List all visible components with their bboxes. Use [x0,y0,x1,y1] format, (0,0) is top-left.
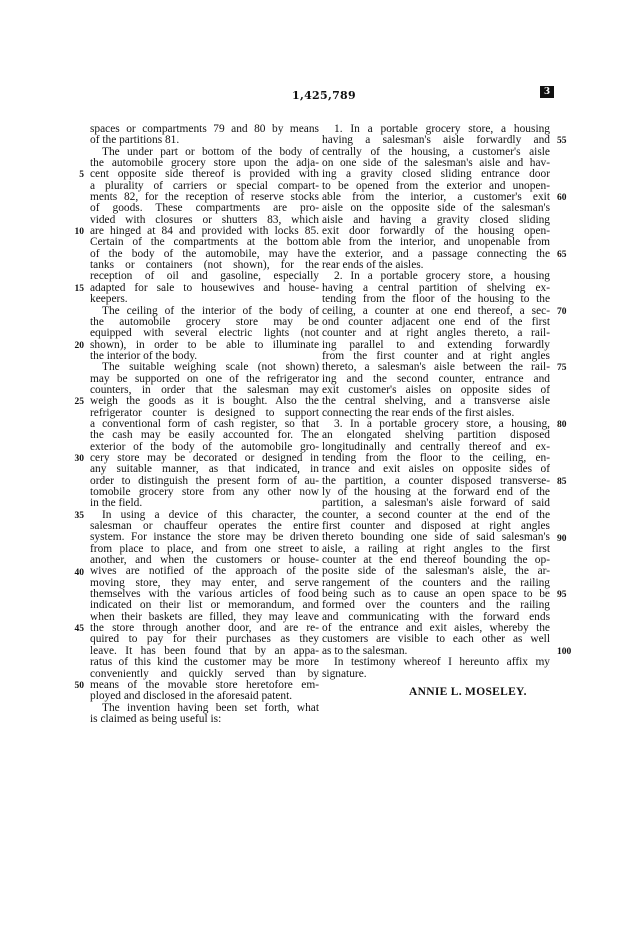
text-line: conveniently and quickly served than by [90,668,319,680]
text-line: of the partitions 81. [90,135,180,147]
text-line: rear ends of the aisles. [322,260,424,272]
text-line: another, and when the customers or house- [90,555,319,567]
text-line: a conventional form of cash register, so that [90,418,319,430]
text-line: counter, a second counter at the end of the [322,509,550,521]
text-line: when their baskets are filled, they may leave [90,611,319,623]
sheet-marker: 3 [540,86,554,98]
text-line: keepers. [90,294,128,306]
margin-line-number: 95 [557,590,567,601]
margin-line-number: 75 [557,363,567,374]
text-line: 1. In a portable grocery store, a housing [334,124,550,135]
text-line: 3. In a portable grocery store, a housing, [334,418,550,430]
text-line: The ceiling of the interior of the body of [102,305,319,317]
margin-line-number: 90 [557,533,567,544]
text-line: exit customer's aisles on opposite sides of [322,384,550,396]
text-line: the automobile grocery store may be [90,316,319,328]
text-line: ing a gravity closed sliding entrance door [322,169,550,181]
text-line: to be opened from the exterior and unopen- [322,180,550,192]
text-line: 2. In a portable grocery store, a housing [334,271,550,283]
text-line: an elongated shelving partition disposed [322,430,550,442]
text-line: ments 82, for the reception of reserve stocks [90,192,319,204]
text-line: weigh the goods as it is bought. Also the [90,396,319,408]
text-line: The suitable weighing scale (not shown) [102,362,319,374]
text-line: the cash may be easily accounted for. The [90,430,319,442]
text-line: leave. It has been found that by an appa- [90,645,319,657]
text-line: wives are notified of the approach of the [90,566,319,578]
text-line: thereto bounding one side of said salesman's [322,532,550,544]
text-line: from the first counter and at right angles [322,350,550,362]
text-line: In using a device of this character, the [102,509,319,521]
text-line: cent opposite side thereof is provided with [90,169,319,181]
text-line: posite side of the salesman's aisle, the ar- [322,566,550,578]
text-line: is claimed as being useful is: [90,713,222,725]
text-line: having a central partition of shelving ex- [322,282,550,294]
margin-line-number: 100 [557,647,572,658]
text-line: connecting the rear ends of the first aisles. [322,407,515,419]
text-line: exterior of the body of the automobile gro- [90,441,319,453]
text-line: refrigerator counter is designed to support [90,407,319,419]
text-line: on one side of the salesman's aisle and hav- [322,158,550,170]
right-text-column [322,124,550,680]
margin-line-number: 5 [79,170,84,181]
margin-line-number: 65 [557,249,567,260]
text-line: and communicating with the forward ends [322,611,550,623]
text-line: a plurality of carriers or special compart- [90,180,319,192]
signature: ANNIE L. MOSELEY. [409,686,527,698]
text-line: In testimony whereof I hereunto affix my [334,657,550,669]
margin-line-number: 80 [557,420,567,431]
margin-line-number: 40 [74,567,84,578]
text-line: cery store may be decorated or designed in [90,452,319,464]
text-line: ployed and disclosed in the aforesaid patent. [90,691,293,703]
text-line: counter at the end thereof bounding the op- [322,555,550,567]
text-line: aisle, a railing at right angles to the first [322,543,550,555]
margin-line-number: 70 [557,306,567,317]
text-line: tending from the floor of the housing to the [322,294,550,306]
text-line: exit door forwardly of the housing open- [322,226,550,238]
text-line: trance and exit aisles on opposite sides of [322,464,550,476]
text-line: ond counter adjacent one end of the first [322,316,550,328]
text-line: customers are visible to each other as well [322,634,550,646]
text-line: reception of oil and gasoline, especially [90,271,319,283]
text-line: the exterior, and a passage connecting the [322,248,550,260]
text-line: counters, in order that the salesman may [90,384,319,396]
text-line: means of the movable store heretofore em- [90,679,319,691]
text-line: centrally of the housing, a customer's aisle [322,146,550,158]
text-line: longitudinally and centrally thereof and ex- [322,441,550,453]
text-line: from place to place, and from one street to [90,543,319,555]
margin-line-number: 15 [74,283,84,294]
text-line: quired to pay for their purchases as they [90,634,319,646]
text-line: may be supported on one of the refrigerator [90,373,319,385]
text-line: The under part or bottom of the body of [102,146,319,158]
text-line: spaces or compartments 79 and 80 by means [90,124,319,135]
text-line: themselves with the various articles of food [90,589,319,601]
text-line: vided with closures or shutters 83, which [90,214,319,226]
patent-number: 1,425,789 [292,89,356,102]
text-line: tending from the floor to the ceiling, en- [322,452,550,464]
margin-line-number: 85 [557,476,567,487]
text-line: able from the interior, a customer's exit [322,192,550,204]
margin-line-number: 25 [74,397,84,408]
left-text-column [90,124,319,725]
text-line: moving store, they may enter, and serve [90,577,319,589]
text-line: of the body of the automobile, may have [90,248,319,260]
margin-line-number: 10 [74,227,84,238]
text-line: thereto, a salesman's aisle between the rail- [322,362,550,374]
text-line: in the field. [90,498,143,510]
text-line: ceiling, a counter at one end thereof, a sec- [322,305,550,317]
text-line: tomobile grocery store from any other now [90,487,319,498]
text-line: of goods. These compartments are pro- [90,203,319,215]
text-line: system. For instance the store may be driven [90,532,319,544]
text-line: ing and the second counter, entrance and [322,373,550,385]
text-line: the central shelving, and a transverse aisle [322,396,550,408]
text-line: aisle on the opposite side of the salesman's [322,203,550,215]
text-line: counter and at right angles thereto, a rail- [322,328,550,340]
text-line: ratus of this kind the customer may be more [90,657,319,669]
text-line: order to distinguish the present form of au- [90,475,319,487]
margin-line-number: 60 [557,193,567,204]
text-line: of the entrance and exit aisles, whereby the [322,623,550,635]
margin-line-number: 55 [557,136,567,147]
text-line: ing parallel to and extending forwardly [322,339,550,351]
text-line: the store through another door, and are re- [90,623,319,635]
text-line: any suitable manner, as that indicated, in [90,464,319,476]
margin-line-number: 50 [74,681,84,692]
text-line: shown), in order to be able to illuminate [90,339,319,351]
text-line: able from the interior, and unopenable from [322,237,550,249]
text-line: first counter and disposed at right angles [322,521,550,533]
margin-line-number: 30 [74,454,84,465]
text-line: the automobile grocery store upon the adja- [90,158,319,170]
margin-line-number: 20 [74,340,84,351]
text-line: are hinged at 84 and provided with locks 85. [90,226,319,238]
text-line: signature. [322,668,367,680]
text-line: partition, a salesman's aisle forward of said [322,498,550,510]
text-line: ly of the housing at the forward end of the [322,487,550,498]
text-line: tanks or containers (not shown), for the [90,260,319,272]
text-line: aisle and having a gravity closed sliding [322,214,550,226]
text-line: the partition, a counter disposed transverse- [322,475,550,487]
text-line: having a salesman's aisle forwardly and [322,135,550,147]
text-line: being such as to cause an open space to be [322,589,550,601]
text-line: as to the salesman. [322,645,408,657]
text-line: salesman or chauffeur operates the entire [90,521,319,533]
text-line: Certain of the compartments at the bottom [90,237,319,249]
text-line: The invention having been set forth, what [102,702,319,714]
margin-line-number: 45 [74,624,84,635]
text-line: indicated on their list or memorandum, and [90,600,319,612]
text-line: the interior of the body. [90,350,198,362]
text-line: equipped with several electric lights (not [90,328,319,340]
margin-line-number: 35 [74,510,84,521]
text-line: formed over the counters and the railing [322,600,550,612]
text-line: adapted for sale to housewives and house- [90,282,319,294]
text-line: rangement of the counters and the railing [322,577,550,589]
